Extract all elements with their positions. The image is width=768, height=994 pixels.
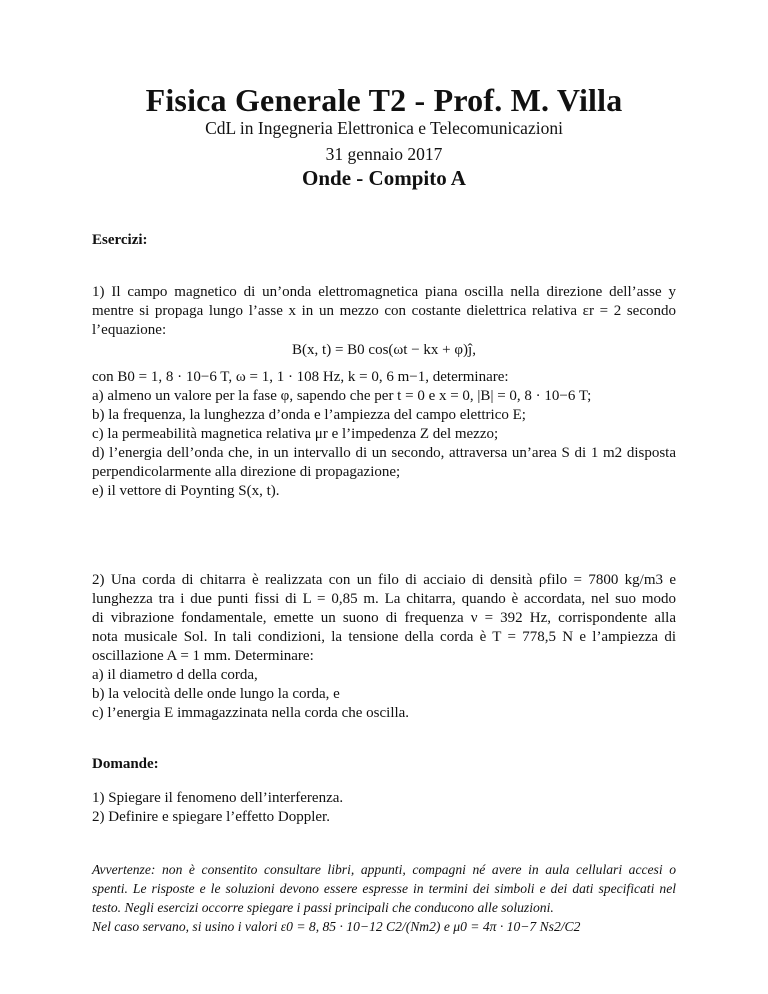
course-subtitle: CdL in Ingegneria Elettronica e Telecomunicazioni	[205, 118, 563, 138]
warning-line-3: testo. Negli esercizi occorre spiegare i passi principali che conducono alle soluzioni.	[92, 900, 554, 915]
ex1-item-a: a) almeno un valore per la fase φ, sapendo che per t = 0 e x = 0, |B| = 0, 8 · 10−6 T;	[92, 388, 592, 404]
ex2-line-4: nota musicale Sol. In tali condizioni, la tensione della corda è T = 778,5 N e l’ampiezza di	[92, 629, 676, 645]
ex1-line-3: l’equazione:	[92, 322, 167, 338]
question-2: 2) Definire e spiegare l’effetto Doppler.	[92, 809, 330, 825]
questions-heading: Domande:	[92, 756, 159, 772]
ex2-line-1: 2) Una corda di chitarra è realizzata con un filo di acciaio di densità ρfilo = 7800 kg/m3 e	[92, 572, 676, 588]
exam-name: Onde - Compito A	[302, 166, 466, 190]
ex1-item-b: b) la frequenza, la lunghezza d’onda e l’ampiezza del campo elettrico E;	[92, 407, 526, 423]
question-1: 1) Spiegare il fenomeno dell’interferenza.	[92, 790, 344, 806]
ex1-line-2: mentre si propaga lungo l’asse x in un mezzo con costante dielettrica relativa εr = 2 secondo	[92, 303, 676, 319]
exam-date: 31 gennaio 2017	[325, 144, 443, 164]
exercises-heading: Esercizi:	[92, 232, 148, 248]
ex1-item-e: e) il vettore di Poynting S(x, t).	[92, 483, 280, 499]
warning-line-4: Nel caso servano, si usino i valori ε0 = 8, 85 · 10−12 C2/(Nm2) e μ0 = 4π · 10−7 Ns2/C2	[92, 919, 581, 934]
ex1-line-1: 1) Il campo magnetico di un’onda elettromagnetica piana oscilla nella direzione dell’asse y	[92, 284, 676, 300]
warning-line-1: Avvertenze: non è consentito consultare libri, appunti, compagni né avere in aula cellulari accesi o	[92, 862, 676, 877]
ex1-item-d-2: perpendicolarmente alla direzione di propagazione;	[92, 464, 401, 480]
ex2-item-b: b) la velocità delle onde lungo la corda, e	[92, 686, 340, 702]
ex1-equation: B(x, t) = B0 cos(ωt − kx + φ)ĵ,	[292, 342, 476, 358]
ex2-line-3: di vibrazione fondamentale, emette un suono di frequenza ν = 392 Hz, corrispondente alla	[92, 610, 676, 626]
ex1-item-d-1: d) l’energia dell’onda che, in un intervallo di un secondo, attraversa un’area S di 1 m2 disposta	[92, 445, 676, 461]
ex2-line-5: oscillazione A = 1 mm. Determinare:	[92, 648, 314, 664]
ex2-item-c: c) l’energia E immagazzinata nella corda che oscilla.	[92, 705, 410, 721]
ex2-item-a: a) il diametro d della corda,	[92, 667, 258, 683]
page-title: Fisica Generale T2 - Prof. M. Villa	[145, 82, 623, 118]
ex1-item-c: c) la permeabilità magnetica relativa μr e l’impedenza Z del mezzo;	[92, 426, 499, 442]
ex1-line-4: con B0 = 1, 8 · 10−6 T, ω = 1, 1 · 108 Hz, k = 0, 6 m−1, determinare:	[92, 369, 509, 385]
ex2-line-2: lunghezza tra i due punti fissi di L = 0,85 m. La chitarra, quando è accordata, nel suo modo	[92, 591, 676, 607]
warning-line-2: spenti. Le risposte e le soluzioni devono essere espresse in termini dei simboli e dei dati specificati nel	[92, 881, 676, 896]
